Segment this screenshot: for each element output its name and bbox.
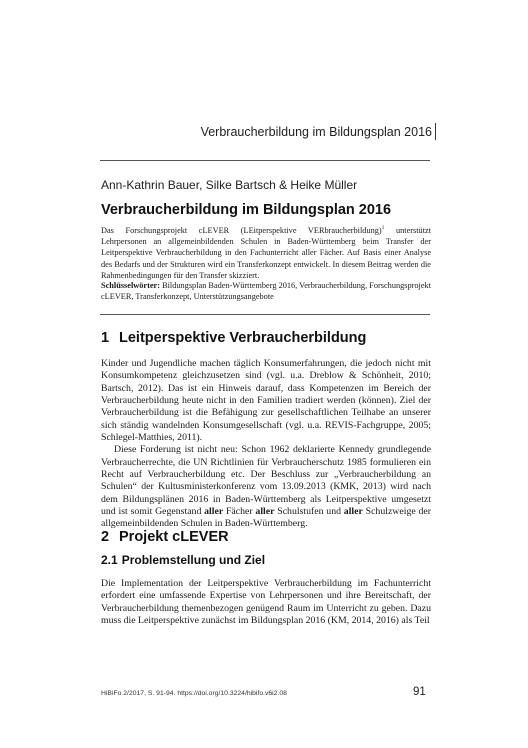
top-divider <box>100 160 430 161</box>
article-authors: Ann-Kathrin Bauer, Silke Bartsch & Heike Müller <box>101 178 358 192</box>
running-title: Verbraucherbildung im Bildungsplan 2016 <box>200 125 432 139</box>
section-1-heading <box>101 330 366 346</box>
keywords <box>101 280 431 302</box>
keywords-label: Schlüsselwörter: <box>101 281 160 290</box>
p2-bold-3: aller <box>343 506 363 518</box>
section-1-number: 1 <box>101 330 110 346</box>
p2-bold-2: aller <box>255 506 275 518</box>
running-title-bar <box>435 123 436 140</box>
abstract <box>101 225 431 281</box>
bottom-divider <box>100 314 430 315</box>
abstract-text-pre: Das Forschungsprojekt cLEVER (LEitperspektive VERbraucherbildung) <box>101 226 382 235</box>
p2-text-c: Fächer <box>223 506 256 518</box>
section-2-1-number: 2.1 <box>101 553 118 567</box>
section-2-1-heading <box>101 553 265 567</box>
section-2-heading <box>101 529 229 545</box>
section-2-paragraph-1: Die Implementation der Leitperspektive Verbraucherbildung im Fachunterricht erfordert eine umfassende Expertise von Lehrpersonen und ihre Bereitschaft, der Verbraucherbildung themenbezogen genügend Raum im Unterricht zu geben. Dazu muss die Leitperspektive zunächst im Bildungsplan 2016 (KM, 2014, 2016) als Teil <box>101 578 431 627</box>
p2-text-a: Diese Forderung ist nicht neu: Schon 1962 deklarierte Kennedy grundlegende Verbraucherrechte, die UN Richtlinien für Verbraucherschutz 1985 formulieren ein Recht auf Verbraucherbildung etc. Der Beschluss zur „Verbraucherbildung an Schulen“ der Kultusministerkonferenz vom 13.09.2013 (KMK, 2013) wird nach dem Bildungsplänen 2016 in Baden-Württemberg als Leitperspektive umgesetzt und ist somit Gegenstand <box>101 444 431 518</box>
p2-text-d: Schulstufen und <box>274 506 344 518</box>
article-title: Verbraucherbildung im Bildungsplan 2016 <box>101 202 392 218</box>
section-1-paragraph-1: Kinder und Jugendliche machen täglich Konsumerfahrungen, die jedoch nicht mit Konsumkompetenz gleichzusetzen sind (vgl. u.a. Dreblow & Schönheit, 2010; Bartsch, 2012). Das ist ein Hinweis darauf, dass Kompetenzen im Bereich der Verbraucherbildung heute nicht in den Familien tradiert werden (können). Ziel der Verbraucherbildung ist die Befähigung zur gesellschaftlichen Teilhabe an unserer sich ständig wandelnden Konsumgesellschaft (vgl. u.a. REVIS-Fachgruppe, 2005; Schlegel-Matthies, 2011). <box>101 358 431 444</box>
section-2-body <box>101 578 431 627</box>
page-number: 91 <box>413 686 426 698</box>
section-2-number: 2 <box>101 529 110 545</box>
section-2-title: Projekt cLEVER <box>119 529 229 545</box>
keywords-text: Bildungsplan Baden-Württemberg 2016, Verbraucherbildung, Forschungsprojekt cLEVER, Transferkonzept, Unterstützungsangebote <box>101 281 431 302</box>
footnote-mark: 1 <box>381 225 385 232</box>
section-1-paragraph-2 <box>101 444 431 530</box>
section-1-title: Leitperspektive Verbraucherbildung <box>119 330 367 346</box>
section-1-body <box>101 358 431 531</box>
p2-bold-1: aller <box>204 506 224 518</box>
abstract-text-post: unterstützt Lehrpersonen an allgemeinbildenden Schulen in Baden-Württemberg beim Transfer der Leitperspektive Verbraucherbildung in den Fachunterricht aller Fächer. Auf Basis einer Analyse des Bedarfs und der Strukturen wird ein Transferkonzept entwickelt. In diesem Beitrag werden die Rahmenbedingungen für den Transfer skizziert. <box>101 226 431 280</box>
p2-text-e: Schulzweige der allgemeinbildenden Schulen in Baden-Württemberg. <box>101 506 431 530</box>
footer-citation: HiBiFo 2/2017, S. 91-94. https://doi.org/10.3224/hibifo.v6i2.08 <box>101 690 287 697</box>
section-2-1-title: Problemstellung und Ziel <box>121 553 266 567</box>
